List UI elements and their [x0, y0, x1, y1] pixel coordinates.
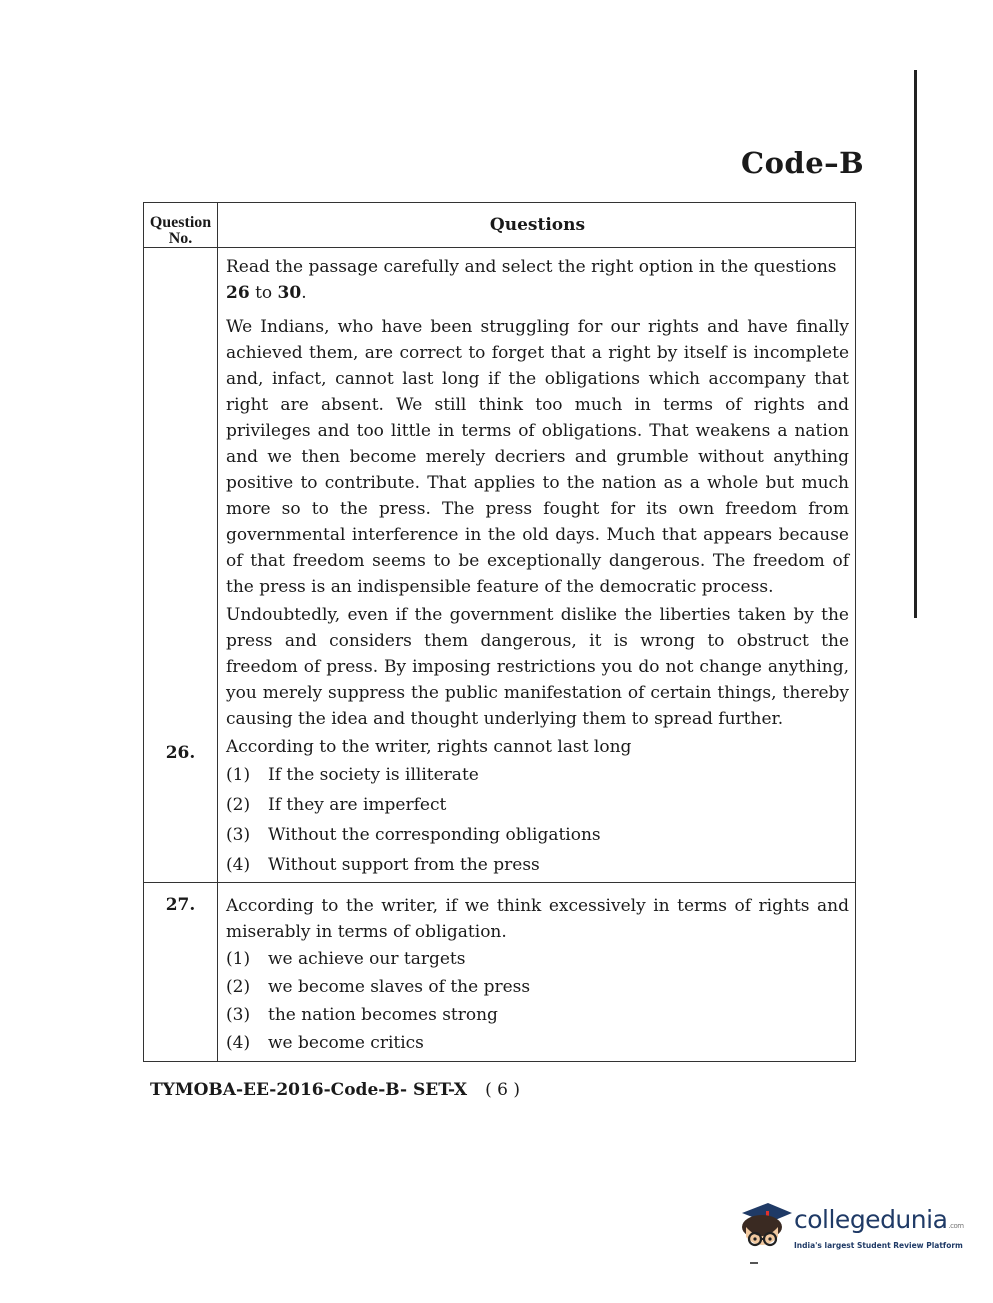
scan-edge-line	[914, 70, 917, 618]
table-header-row	[144, 203, 855, 248]
question-no-header-line2: No.	[168, 230, 193, 247]
table-row-q26	[144, 248, 855, 883]
question-content-26	[218, 248, 855, 882]
logo-tagline: India's largest Student Review Platform	[794, 1241, 963, 1250]
option-27-3: (3) the nation becomes strong	[226, 1005, 498, 1025]
question-stem-27: According to the writer, if we think excessively in terms of rights and miserably in terms of obligation.	[226, 896, 849, 942]
instruction-to: 30	[277, 283, 302, 303]
question-number-27: 27.	[165, 895, 196, 915]
question-number-cell	[144, 248, 218, 882]
passage-instruction: Read the passage carefully and select the right option in the questions 26 to 30.	[226, 257, 837, 303]
passage-paragraph-1: We Indians, who have been struggling for our rights and have finally achieved them, are correct to forget that a right by itself is incomplete and, infact, cannot last long if the obligations which accompany that right are absent. We still think too much in terms of rights and privileges and too little in terms of obligations. That weakens a nation and we then become merely decriers and grumble without anything positive to contribute. That applies to the nation as a whole but much more so to the press. The press fought for its own freedom from governmental interference in the old days. Much that appears because of that freedom seems to be exceptionally dangerous. The freedom of the press is an indispensible feature of the democratic process.	[226, 317, 849, 597]
question-content-27	[218, 883, 855, 1061]
question-number-26: 26.	[165, 743, 196, 763]
page-footer	[150, 1080, 520, 1100]
option-27-2: (2) we become slaves of the press	[226, 977, 531, 997]
option-27-4: (4) we become critics	[226, 1033, 424, 1053]
question-no-header	[144, 203, 218, 247]
option-26-2: (2) If they are imperfect	[226, 795, 447, 815]
code-title: Code–B	[741, 146, 865, 180]
question-number-cell	[144, 883, 218, 1061]
scan-mark	[750, 1262, 758, 1264]
instruction-from: 26	[226, 283, 250, 303]
student-mascot-icon	[738, 1197, 793, 1257]
option-26-3: (3) Without the corresponding obligations	[226, 825, 601, 845]
reading-passage	[226, 314, 849, 732]
questions-table	[143, 202, 856, 1062]
table-row-q27	[144, 883, 855, 1061]
collegedunia-logo	[738, 1197, 963, 1267]
option-26-4: (4) Without support from the press	[226, 855, 540, 875]
option-27-1: (1) we achieve our targets	[226, 949, 466, 969]
questions-header: Questions	[489, 215, 586, 235]
passage-paragraph-2: Undoubtedly, even if the government dislike the liberties taken by the press and considers them dangerous, it is wrong to obstruct the freedom of press. By imposing restrictions you do not change anything, you merely suppress the public manifestation of certain things, thereby causing the idea and thought underlying them to spread further.	[226, 605, 849, 729]
question-no-header-line1: Question	[149, 214, 212, 231]
page-number: ( 6 )	[485, 1080, 520, 1100]
logo-wordmark: collegedunia.com	[794, 1205, 964, 1234]
paper-code: TYMOBA-EE-2016-Code-B- SET-X	[150, 1080, 468, 1100]
option-26-1: (1) If the society is illiterate	[226, 765, 479, 785]
question-stem-26: According to the writer, rights cannot last long	[226, 737, 632, 757]
